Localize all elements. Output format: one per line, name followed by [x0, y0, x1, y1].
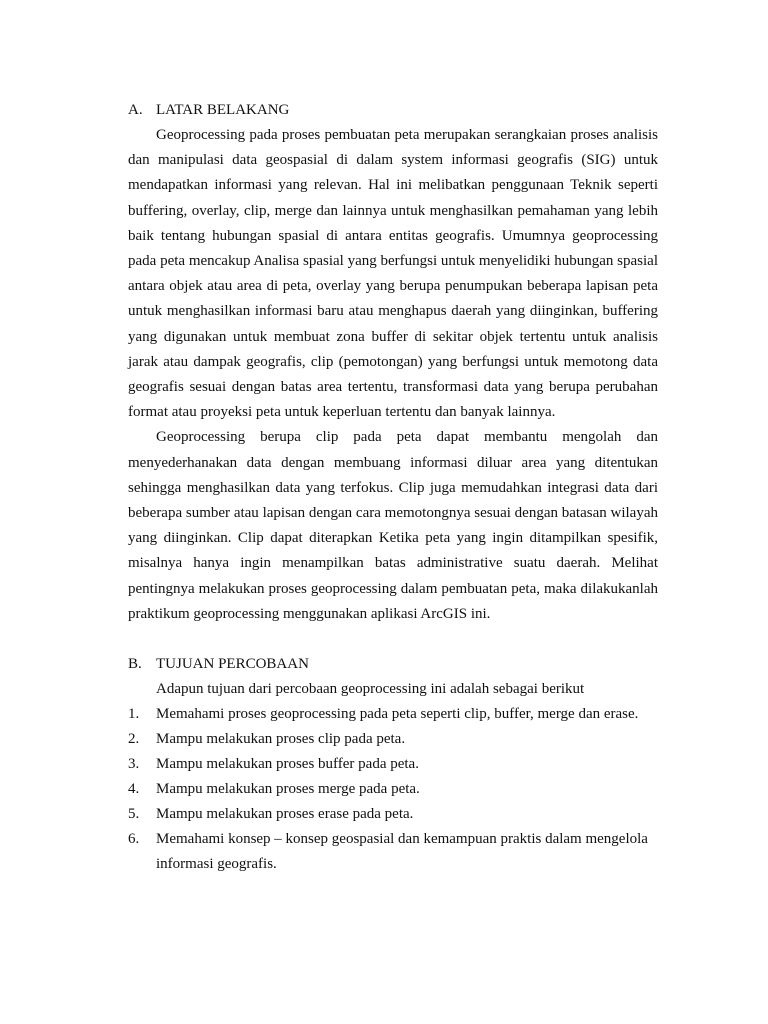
section-a-paragraph-1: Geoprocessing pada proses pembuatan peta merupakan serangkaian proses analisis dan manipulasi data geospasial di dalam system informasi geografis (SIG) untuk mendapatkan informasi yang relevan. Hal ini melibatkan penggunaan Teknik seperti buffering, overlay, clip, merge dan lainnya untuk menghasilkan pemahaman yang lebih baik tentang hubungan spasial di antara entitas geografis. Umumnya geoprocessing pada peta mencakup Analisa spasial yang berfungsi untuk menyelidiki hubungan spasial antara objek atau area di peta, overlay yang berupa penumpukan beberapa lapisan peta untuk menghasilkan informasi baru atau menghapus daerah yang diinginkan, buffering yang digunakan untuk membuat zona buffer di sekitar objek tertentu untuk analisis jarak atau dampak geografis, clip (pemotongan) yang berfungsi untuk memotong data geografis sesuai dengan batas area tertentu, transformasi data yang berupa perubahan format atau proyeksi peta untuk keperluan tertentu dan banyak lainnya. — [128, 127, 658, 421]
list-item-text: Mampu melakukan proses buffer pada peta. — [156, 756, 419, 773]
list-item-number: 1. — [128, 706, 140, 723]
list-item-text: Memahami proses geoprocessing pada peta seperti clip, buffer, merge dan erase. — [156, 706, 639, 723]
section-b-heading — [128, 652, 658, 677]
list-item-text: Mampu melakukan proses erase pada peta. — [156, 806, 414, 823]
list-item-text: Mampu melakukan proses merge pada peta. — [156, 781, 420, 798]
section-b-number: B. — [128, 656, 142, 673]
list-item — [128, 752, 658, 777]
document-page — [128, 98, 658, 877]
list-item — [128, 727, 658, 752]
section-spacer — [128, 627, 658, 652]
list-item-number: 3. — [128, 756, 140, 773]
list-item — [128, 802, 658, 827]
list-item-number: 5. — [128, 806, 140, 823]
section-a-heading — [128, 98, 658, 123]
list-item-number: 2. — [128, 731, 140, 748]
list-item — [128, 702, 658, 727]
list-item — [128, 827, 658, 877]
objectives-list — [128, 702, 658, 877]
list-item-number: 6. — [128, 831, 140, 848]
section-a-paragraph-2: Geoprocessing berupa clip pada peta dapat membantu mengolah dan menyederhanakan data dengan membuang informasi diluar area yang ditentukan sehingga menghasilkan data yang terfokus. Clip juga memudahkan integrasi data dari beberapa sumber atau lapisan dengan cara memotongnya sesuai dengan batasan wilayah yang diinginkan. Clip dapat diterapkan Ketika peta yang ingin ditampilkan spesifik, misalnya hanya ingin menampilkan batas administrative suatu daerah. Melihat pentingnya melakukan proses geoprocessing dalam pembuatan peta, maka dilakukanlah praktikum geoprocessing menggunakan aplikasi ArcGIS ini. — [128, 429, 658, 622]
list-item-text: Mampu melakukan proses clip pada peta. — [156, 731, 406, 748]
list-item — [128, 777, 658, 802]
section-b-intro: Adapun tujuan dari percobaan geoprocessing ini adalah sebagai berikut — [156, 681, 585, 698]
section-a-title: LATAR BELAKANG — [156, 102, 290, 118]
section-a-number: A. — [128, 102, 143, 118]
list-item-number: 4. — [128, 781, 140, 798]
section-b-title: TUJUAN PERCOBAAN — [156, 656, 309, 673]
list-item-text: Memahami konsep – konsep geospasial dan kemampuan praktis dalam mengelola informasi geografis. — [156, 831, 648, 873]
